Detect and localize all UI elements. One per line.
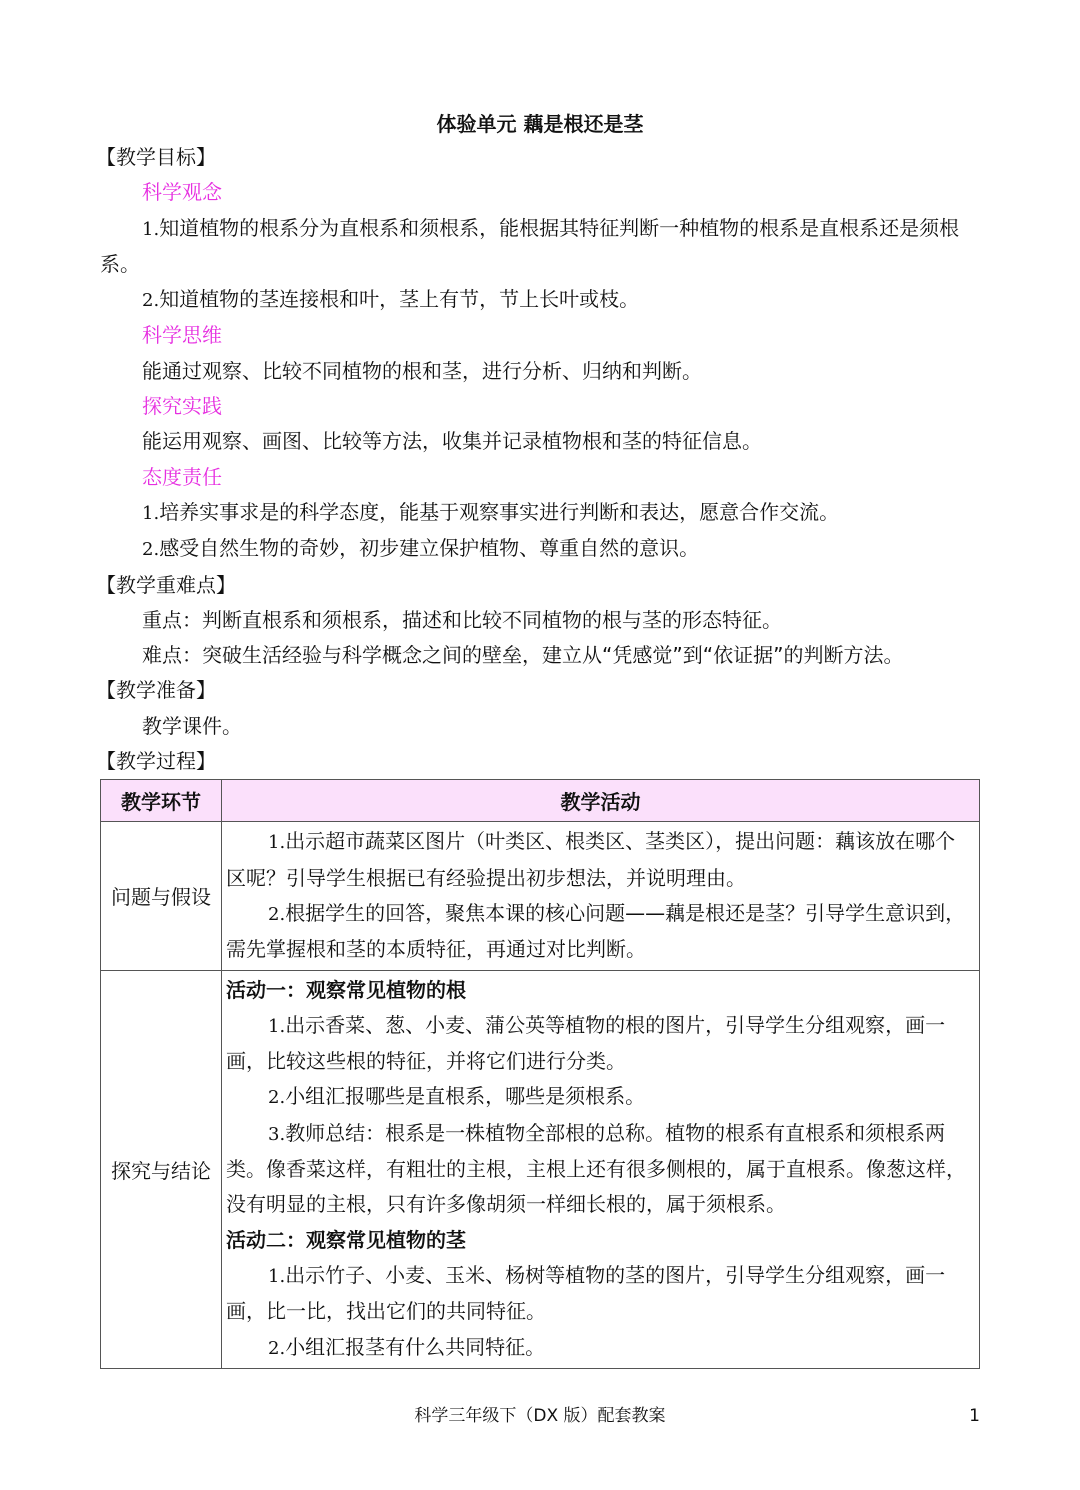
table-row xyxy=(101,822,980,970)
item-number: 2. xyxy=(268,1087,286,1109)
attitude-item-2 xyxy=(100,531,980,567)
activity-paragraph xyxy=(226,1008,975,1080)
activity-cell xyxy=(222,822,980,970)
item-text: 培养实事求是的科学态度，能基于观察事实进行判断和表达，愿意合作交流。 xyxy=(159,499,840,524)
page-footer: 科学三年级下（DX 版）配套教案 xyxy=(414,1406,666,1426)
preparation-text: 教学课件。 xyxy=(142,713,242,738)
item-number: 3. xyxy=(268,1123,286,1145)
item-text: 感受自然生物的奇妙，初步建立保护植物、尊重自然的意识。 xyxy=(159,536,700,561)
key-points-heading: 【教学重难点】 xyxy=(96,572,236,597)
item-number: 2. xyxy=(142,290,160,312)
stage-column-header: 教学环节 xyxy=(101,780,222,822)
item-text: 小组汇报哪些是直根系，哪些是须根系。 xyxy=(285,1084,646,1109)
activity-paragraph xyxy=(226,824,975,896)
item-number: 2. xyxy=(142,539,160,561)
table-header-row xyxy=(101,780,980,822)
objectives-heading: 【教学目标】 xyxy=(96,145,216,169)
stage-cell: 问题与假设 xyxy=(101,822,222,970)
item-number: 2. xyxy=(268,903,286,925)
item-number: 1. xyxy=(142,502,160,524)
item-text: 知道植物的根系分为直根系和须根系，能根据其特征判断一种植物的根系是直根系还是须根系。 xyxy=(100,215,960,276)
thinking-label: 科学思维 xyxy=(142,323,222,348)
stage-cell: 探究与结论 xyxy=(101,970,222,1368)
item-text: 教师总结：根系是一株植物全部根的总称。植物的根系有直根系和须根系两类。像香菜这样，有粗壮的主根，主根上还有很多侧根的，属于直根系。像葱这样，没有明显的主根，只有许多像胡须一样细长根的，属于须根系。 xyxy=(226,1120,966,1217)
process-heading: 【教学过程】 xyxy=(96,749,216,774)
activity-paragraph xyxy=(226,1258,975,1330)
concept-item-1 xyxy=(100,211,980,283)
item-number: 1. xyxy=(142,218,160,240)
concept-label: 科学观念 xyxy=(142,180,222,205)
attitude-label: 态度责任 xyxy=(142,464,222,489)
key-point: 重点：判断直根系和须根系，描述和比较不同植物的根与茎的形态特征。 xyxy=(142,607,782,632)
activity-paragraph xyxy=(226,896,975,968)
document-body xyxy=(96,140,980,1369)
item-text: 根据学生的回答，聚焦本课的核心问题——藕是根还是茎？引导学生意识到，需先掌握根和茎的本质特征，再通过对比判断。 xyxy=(226,900,966,962)
item-text: 出示竹子、小麦、玉米、杨树等植物的茎的图片，引导学生分组观察，画一画，比一比，找出它们的共同特征。 xyxy=(226,1262,946,1324)
activity-paragraph xyxy=(226,1330,975,1366)
item-text: 知道植物的茎连接根和叶，茎上有节，节上长叶或枝。 xyxy=(159,287,640,312)
practice-text: 能运用观察、画图、比较等方法，收集并记录植物根和茎的特征信息。 xyxy=(142,429,762,454)
item-text: 出示香菜、葱、小麦、蒲公英等植物的根的图片，引导学生分组观察，画一画，比较这些根的特征，并将它们进行分类。 xyxy=(226,1012,946,1074)
activity-column-header: 教学活动 xyxy=(222,780,980,822)
difficulty-point: 难点：突破生活经验与科学概念之间的壁垒，建立从“凭感觉”到“依证据”的判断方法。 xyxy=(142,643,904,668)
item-number: 2. xyxy=(268,1337,286,1359)
practice-label: 探究实践 xyxy=(142,394,222,419)
concept-item-2 xyxy=(100,282,980,318)
attitude-item-1 xyxy=(100,495,980,531)
activity-paragraph xyxy=(226,1079,975,1115)
item-number: 1. xyxy=(268,1265,286,1287)
item-number: 1. xyxy=(268,832,286,854)
thinking-text: 能通过观察、比较不同植物的根和茎，进行分析、归纳和判断。 xyxy=(142,358,702,383)
activity-title: 活动一：观察常见植物的根 xyxy=(226,977,466,1002)
item-text: 小组汇报茎有什么共同特征。 xyxy=(285,1334,546,1359)
item-number: 1. xyxy=(268,1015,286,1037)
activity-cell xyxy=(222,970,980,1368)
preparation-heading: 【教学准备】 xyxy=(96,678,216,703)
activity-title: 活动二：观察常见植物的茎 xyxy=(226,1227,466,1252)
process-table xyxy=(100,779,980,1368)
item-text: 出示超市蔬菜区图片（叶类区、根类区、茎类区），提出问题：藕该放在哪个区呢？引导学生根据已有经验提出初步想法，并说明理由。 xyxy=(226,829,956,890)
table-row xyxy=(101,970,980,1368)
activity-paragraph xyxy=(226,1116,975,1223)
document-title: 体验单元 藕是根还是茎 xyxy=(436,112,644,136)
page-number: 1 xyxy=(969,1406,980,1426)
